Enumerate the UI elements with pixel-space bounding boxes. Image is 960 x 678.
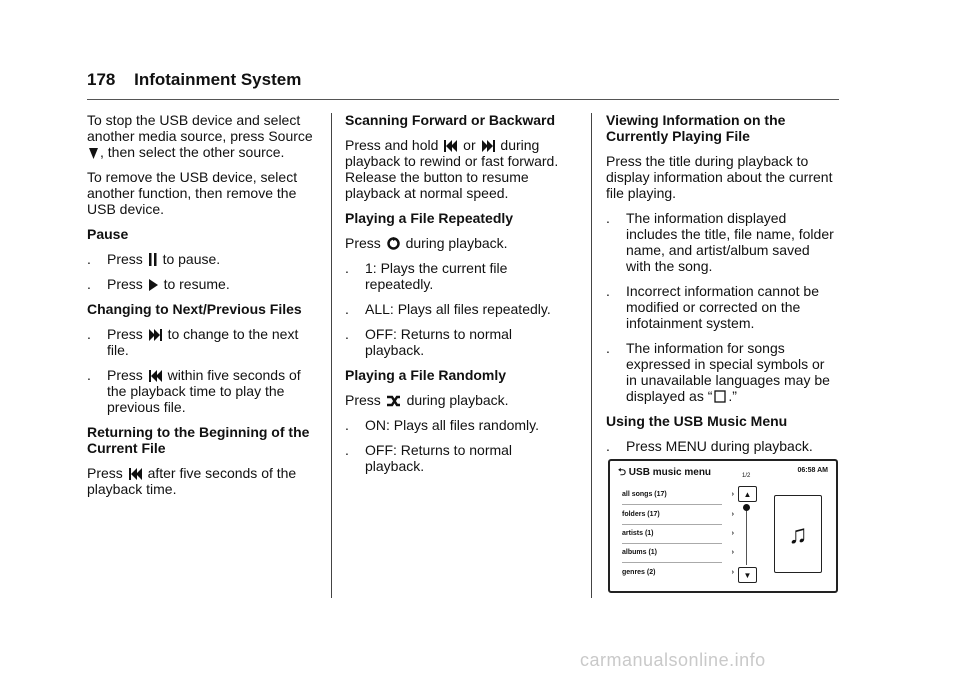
chevron-right-icon: › xyxy=(731,569,734,576)
previous-track-icon xyxy=(444,137,457,153)
list-item: . The information for songs expressed in special symbols or in unavailable languages may be displayed as “ .” xyxy=(606,340,830,404)
list-item: . Press to change to the next file. xyxy=(87,326,299,358)
page-header xyxy=(87,70,301,90)
shuffle-icon xyxy=(387,392,401,408)
paragraph: Press during playback. xyxy=(345,392,509,408)
back-icon[interactable]: ⮌ xyxy=(618,467,627,478)
heading: Pause xyxy=(87,226,129,242)
list-item: . Incorrect information cannot be modified or corrected on the infotainment system. xyxy=(606,283,819,331)
heading: Changing to Next/Previous Files xyxy=(87,301,302,317)
heading: Using the USB Music Menu xyxy=(606,413,788,429)
list-item: . Press within five seconds of the playback time to play the previous file. xyxy=(87,367,301,415)
screen-title: ⮌ USB music menu xyxy=(618,467,712,478)
next-track-icon xyxy=(149,326,162,342)
chevron-right-icon: › xyxy=(731,530,734,537)
paragraph: Press during playback. xyxy=(345,235,508,251)
list-item: . The information displayed includes the title, file name, folder name, and artist/album saved with the song. xyxy=(606,210,834,274)
column-divider xyxy=(591,113,592,598)
repeat-icon xyxy=(387,235,400,251)
column-1 xyxy=(87,112,319,506)
menu-item-folders[interactable]: folders (17) › xyxy=(622,505,722,525)
scroll-down-button[interactable]: ▼ xyxy=(738,567,757,583)
menu-item-albums[interactable]: albums (1) › xyxy=(622,543,722,563)
paragraph: To remove the USB device, select another function, then remove the USB device. xyxy=(87,169,298,217)
column-divider xyxy=(331,113,332,598)
page-indicator: 1/2 xyxy=(742,473,751,479)
source-down-arrow-icon xyxy=(89,144,98,160)
pause-icon xyxy=(149,251,157,267)
heading: Playing a File Repeatedly xyxy=(345,210,514,226)
page-number: 178 xyxy=(87,70,116,89)
paragraph: Press the title during playback to display information about the current file playing. xyxy=(606,153,833,201)
play-icon xyxy=(149,276,158,292)
next-track-icon xyxy=(482,137,495,153)
list-item: . OFF: Returns to normal playback. xyxy=(345,326,513,358)
chevron-right-icon: › xyxy=(731,511,734,518)
column-2 xyxy=(345,112,575,483)
menu-item-all-songs[interactable]: all songs (17) › xyxy=(622,485,722,505)
menu-item-genres[interactable]: genres (2) › xyxy=(622,563,722,582)
heading: Playing a File Randomly xyxy=(345,367,507,383)
previous-track-icon xyxy=(149,367,162,383)
list-item: . Press to resume. xyxy=(87,276,230,292)
empty-box-icon xyxy=(714,388,726,404)
heading: Scanning Forward or Backward xyxy=(345,112,556,128)
paragraph: Press after five seconds of the playback time. xyxy=(87,465,297,497)
paragraph: Press and hold or during playback to rewind or fast forward. Release the button to resume playback at normal speed. xyxy=(345,137,559,201)
column-3 xyxy=(606,112,838,463)
list-item: . 1: Plays the current file repeatedly. xyxy=(345,260,508,292)
chevron-right-icon: › xyxy=(731,491,734,498)
watermark: carmanualsonline.info xyxy=(580,650,766,670)
list-item: . Press MENU during playback. xyxy=(606,438,813,454)
list-item: . ON: Plays all files randomly. xyxy=(345,417,540,433)
list-item: . ALL: Plays all files repeatedly. xyxy=(345,301,551,317)
paragraph: To stop the USB device and select another media source, press Source, then select the other source. xyxy=(87,112,313,160)
scroll-track[interactable] xyxy=(746,507,747,565)
list-item: . Press to pause. xyxy=(87,251,221,267)
usb-music-menu-screen xyxy=(608,459,838,593)
section-title: Infotainment System xyxy=(134,70,302,89)
heading: Returning to the Beginning of the Current File xyxy=(87,424,310,456)
scroll-thumb[interactable] xyxy=(743,504,750,511)
scroll-up-button[interactable]: ▲ xyxy=(738,486,757,502)
album-art-music-note-icon: ♫ xyxy=(774,495,822,573)
previous-track-icon xyxy=(129,465,142,481)
chevron-right-icon: › xyxy=(731,549,734,556)
clock: 06:58 AM xyxy=(797,467,828,474)
heading: Viewing Information on the Currently Playing File xyxy=(606,112,786,144)
header-rule xyxy=(87,99,839,100)
menu-item-artists[interactable]: artists (1) › xyxy=(622,524,722,544)
list-item: . OFF: Returns to normal playback. xyxy=(345,442,513,474)
